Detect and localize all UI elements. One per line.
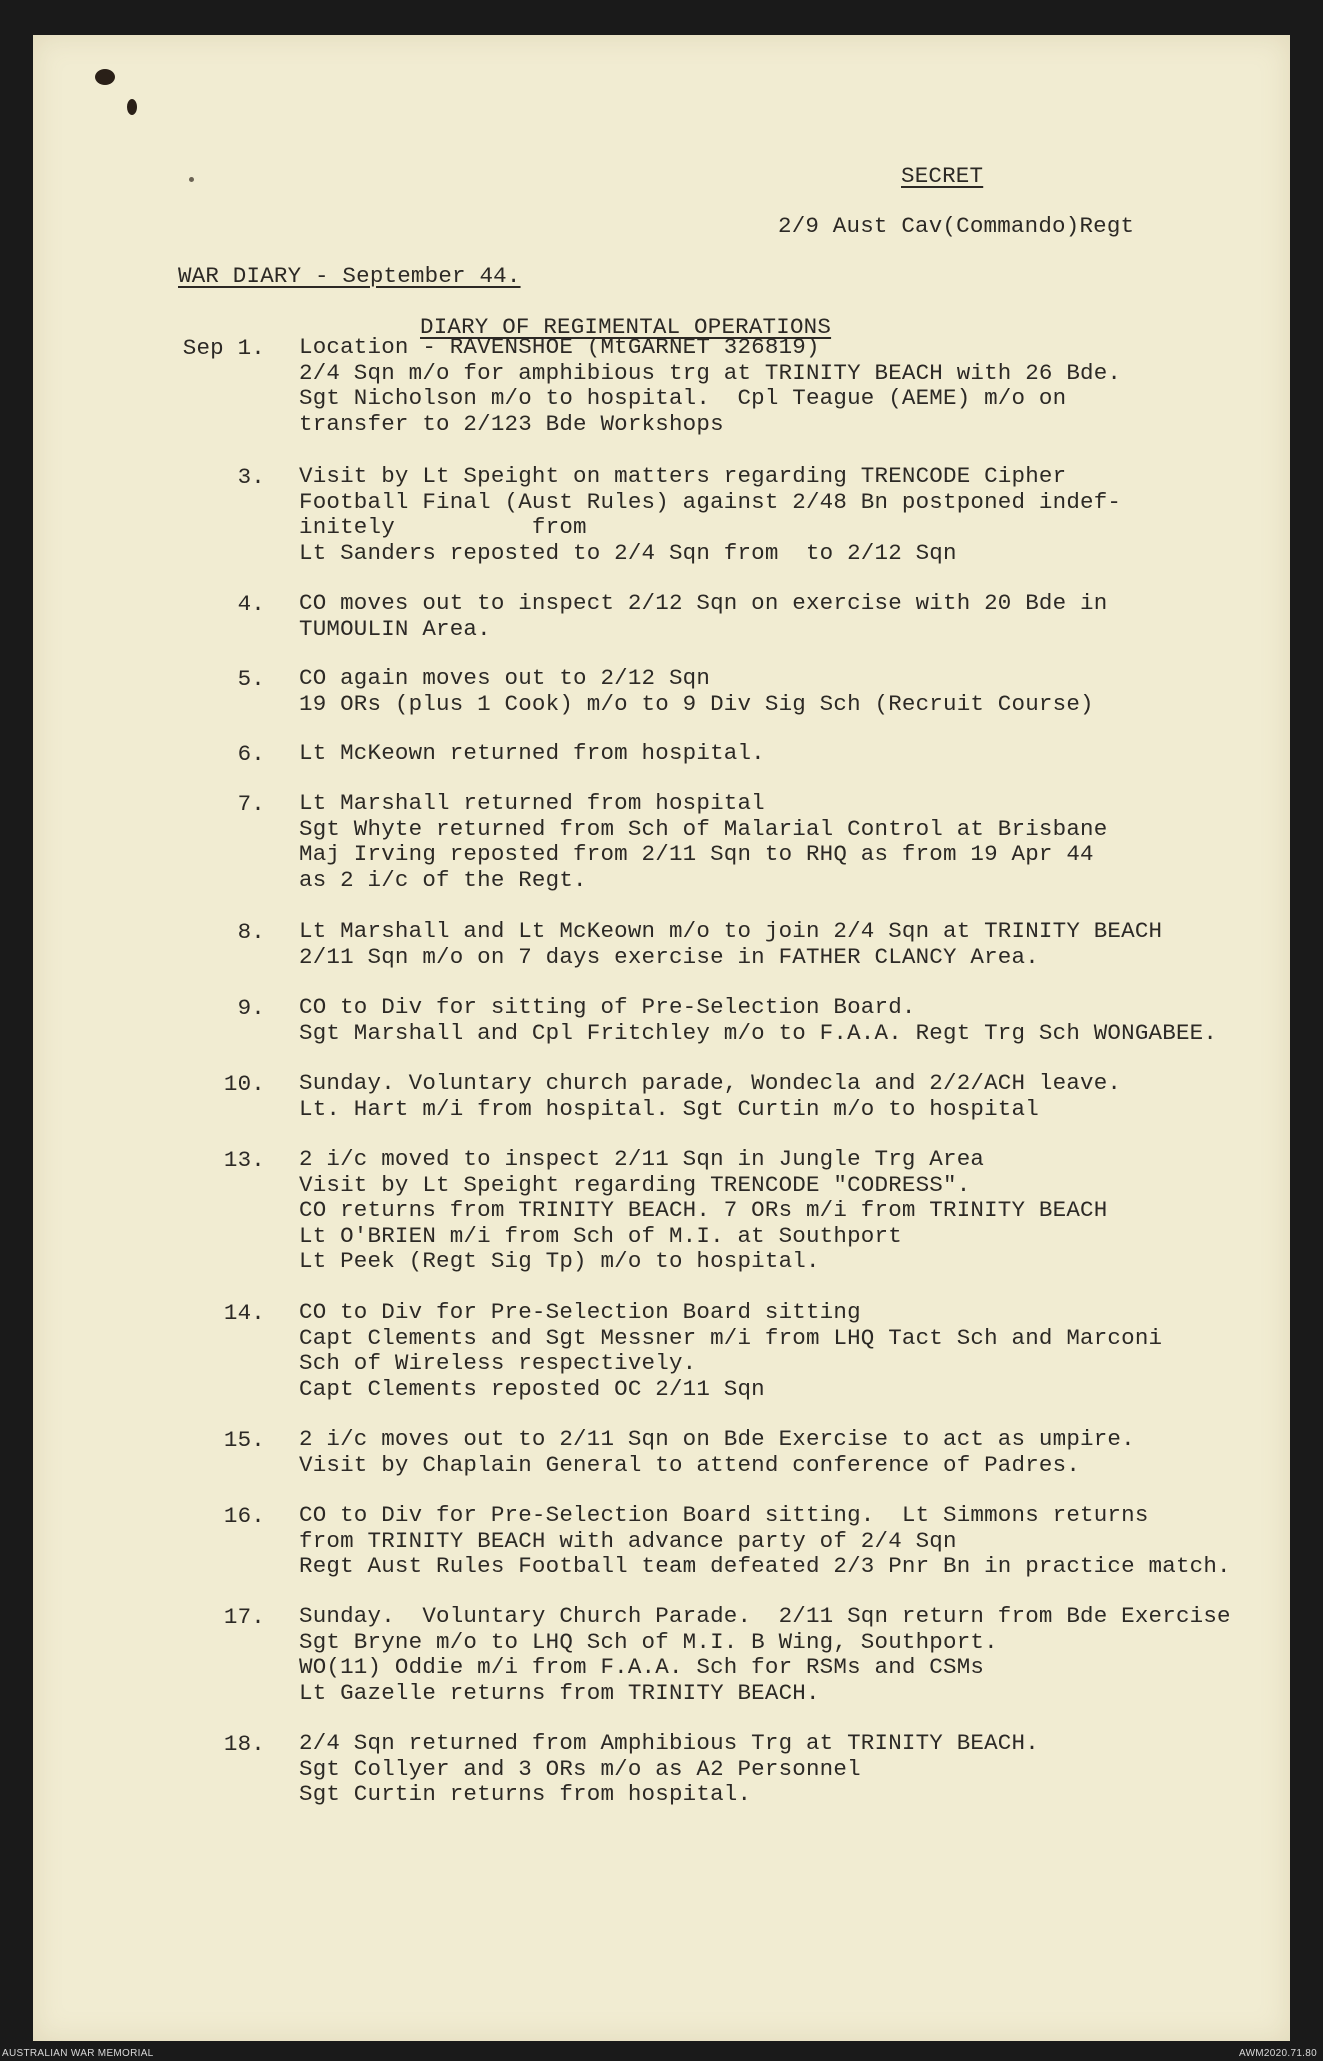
punch-hole: [127, 99, 137, 115]
entry-date: 17.: [223, 1604, 265, 1630]
entry-line: CO returns from TRINITY BEACH. 7 ORs m/i from TRINITY BEACH: [299, 1197, 1108, 1224]
entry-line: Sgt Collyer and 3 ORs m/o as A2 Personnel: [299, 1755, 861, 1782]
entry-date: 16.: [223, 1503, 265, 1529]
entry-line: Maj Irving reposted from 2/11 Sqn to RHQ as from 19 Apr 44: [299, 841, 1094, 868]
entry-line: CO to Div for sitting of Pre-Selection Board.: [299, 994, 916, 1020]
entry-line: transfer to 2/123 Bde Workshops: [299, 410, 724, 437]
entry-text: [299, 791, 1107, 893]
entry-line: Lt. Hart m/i from hospital. Sgt Curtin m/o to hospital: [299, 1095, 1039, 1122]
entry-line: Capt Clements reposted OC 2/11 Sqn: [299, 1375, 765, 1402]
entry-line: Football Final (Aust Rules) against 2/48 Bn postponed indef-: [299, 488, 1122, 515]
entry-line: CO moves out to inspect 2/12 Sqn on exercise with 20 Bde in: [299, 590, 1108, 616]
entry-line: Visit by Lt Speight regarding TRENCODE "CODRESS".: [299, 1171, 971, 1198]
entry-line: Lt Gazelle returns from TRINITY BEACH.: [299, 1679, 820, 1706]
entry-text: [299, 995, 1217, 1046]
entry-line: Capt Clements and Sgt Messner m/i from LHQ Tact Sch and Marconi: [299, 1324, 1163, 1351]
entry-date: 7.: [237, 791, 265, 817]
entry-line: Sgt Curtin returns from hospital.: [299, 1781, 752, 1808]
classification-label: SECRET: [901, 163, 984, 189]
entry-line: Sgt Whyte returned from Sch of Malarial Control at Brisbane: [299, 815, 1108, 842]
entry-text: [299, 1731, 1039, 1808]
entry-date: 14.: [223, 1300, 265, 1326]
entry-text: [299, 919, 1162, 970]
entry-line: Location - RAVENSHOE (MtGARNET 326819): [299, 334, 820, 360]
entry-date: Sep 1.: [182, 335, 265, 361]
entry-date: 8.: [237, 919, 265, 945]
entry-line: Sch of Wireless respectively.: [299, 1350, 697, 1377]
entry-line: Sunday. Voluntary Church Parade. 2/11 Sqn return from Bde Exercise: [299, 1603, 1231, 1629]
entry-line: Lt Sanders reposted to 2/4 Sqn from to 2/12 Sqn: [299, 539, 957, 566]
entry-line: CO to Div for Pre-Selection Board sitting. Lt Simmons returns: [299, 1502, 1149, 1528]
entry-line: 2 i/c moves out to 2/11 Sqn on Bde Exercise to act as umpire.: [299, 1426, 1135, 1452]
entry-line: Sunday. Voluntary church parade, Wondecla and 2/2/ACH leave.: [299, 1070, 1122, 1096]
entry-line: initely from: [299, 514, 587, 541]
entry-line: Lt Peek (Regt Sig Tp) m/o to hospital.: [299, 1248, 820, 1275]
archive-credit: AUSTRALIAN WAR MEMORIAL: [2, 2048, 154, 2059]
entry-text: [299, 666, 1094, 717]
diary-title: WAR DIARY - September 44.: [178, 263, 521, 289]
punch-hole: [95, 69, 115, 85]
entry-line: Sgt Nicholson m/o to hospital. Cpl Teague (AEME) m/o on: [299, 385, 1067, 412]
entry-line: Lt McKeown returned from hospital.: [299, 740, 765, 766]
entry-line: Lt Marshall and Lt McKeown m/o to join 2/4 Sqn at TRINITY BEACH: [299, 918, 1163, 944]
entry-date: 18.: [223, 1731, 265, 1757]
entry-text: [299, 1503, 1231, 1580]
entry-line: Visit by Chaplain General to attend conference of Padres.: [299, 1451, 1081, 1478]
entry-text: [299, 1604, 1231, 1706]
entry-line: Sgt Bryne m/o to LHQ Sch of M.I. B Wing, Southport.: [299, 1628, 998, 1655]
entry-text: [299, 1147, 1107, 1275]
entry-date: 6.: [237, 741, 265, 767]
entry-text: [299, 335, 1121, 437]
entry-line: 2/11 Sqn m/o on 7 days exercise in FATHER CLANCY Area.: [299, 943, 1039, 970]
entry-date: 4.: [237, 591, 265, 617]
entry-text: [299, 1071, 1121, 1122]
entry-text: [299, 591, 1107, 642]
entry-date: 5.: [237, 666, 265, 692]
paper-mark: [189, 177, 194, 182]
entry-line: 19 ORs (plus 1 Cook) m/o to 9 Div Sig Sch (Recruit Course): [299, 690, 1094, 717]
entry-line: CO to Div for Pre-Selection Board sitting: [299, 1299, 861, 1325]
entry-text: [299, 464, 1121, 566]
entry-line: Sgt Marshall and Cpl Fritchley m/o to F.A.A. Regt Trg Sch WONGABEE.: [299, 1019, 1218, 1046]
entry-line: TUMOULIN Area.: [299, 615, 491, 642]
entry-line: 2/4 Sqn returned from Amphibious Trg at TRINITY BEACH.: [299, 1730, 1039, 1756]
entry-line: as 2 i/c of the Regt.: [299, 866, 587, 893]
document-page: [33, 35, 1290, 2041]
entry-line: Lt O'BRIEN m/i from Sch of M.I. at Southport: [299, 1222, 902, 1249]
entry-line: 2 i/c moved to inspect 2/11 Sqn in Jungle Trg Area: [299, 1146, 985, 1172]
entry-line: Lt Marshall returned from hospital: [299, 790, 765, 816]
entry-line: Regt Aust Rules Football team defeated 2/3 Pnr Bn in practice match.: [299, 1553, 1231, 1580]
entry-text: [299, 1427, 1135, 1478]
entry-date: 13.: [223, 1147, 265, 1173]
entry-line: CO again moves out to 2/12 Sqn: [299, 665, 711, 691]
entry-line: WO(11) Oddie m/i from F.A.A. Sch for RSMs and CSMs: [299, 1654, 985, 1681]
diary-subtitle: DIARY OF REGIMENTAL OPERATIONS: [420, 314, 832, 340]
entry-date: 9.: [237, 995, 265, 1021]
entry-text: [299, 741, 765, 767]
entry-date: 15.: [223, 1427, 265, 1453]
entry-line: from TRINITY BEACH with advance party of 2/4 Sqn: [299, 1527, 957, 1554]
entry-date: 3.: [237, 464, 265, 490]
entry-line: Visit by Lt Speight on matters regarding TRENCODE Cipher: [299, 463, 1067, 489]
entry-date: 10.: [223, 1071, 265, 1097]
unit-name: 2/9 Aust Cav(Commando)Regt: [778, 213, 1135, 239]
archive-reference: AWM2020.71.80: [1238, 2048, 1317, 2059]
entry-line: 2/4 Sqn m/o for amphibious trg at TRINITY BEACH with 26 Bde.: [299, 359, 1122, 386]
entry-text: [299, 1300, 1162, 1402]
